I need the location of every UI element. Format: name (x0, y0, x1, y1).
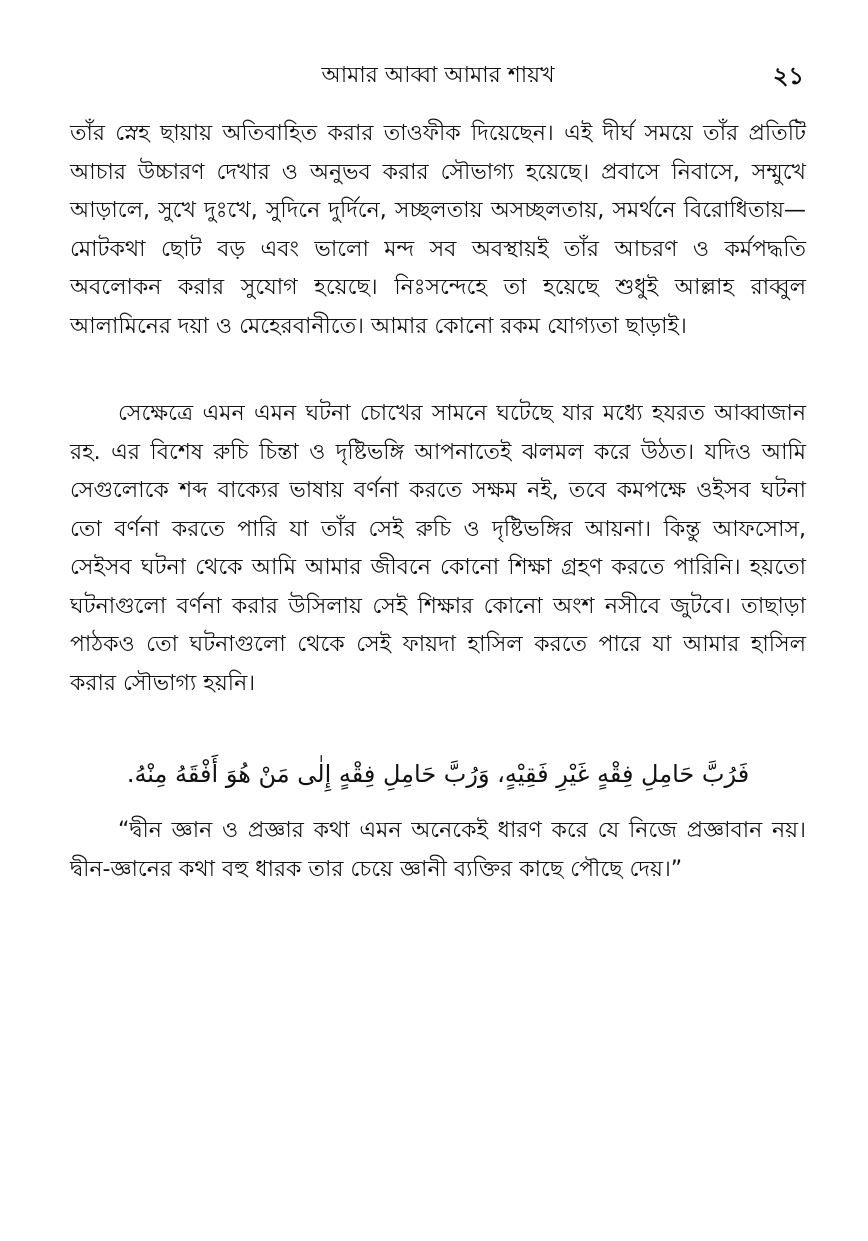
running-title: আমার আব্বা আমার শায়খ (321, 63, 555, 88)
quote-translation: “দ্বীন জ্ঞান ও প্রজ্ঞার কথা এমন অনেকেই ধারণ করে যে নিজে প্রজ্ঞাবান নয়। দ্বীন-জ্ঞানের কথা বহু ধারক তার চেয়ে জ্ঞানী ব্যক্তির কাছে পৌছে দেয়।” (70, 818, 806, 882)
running-header (72, 60, 804, 92)
arabic-quote: فَرُبَّ حَامِلِ فِقْهٍ غَيْرِ فَقِيْهٍ، وَرُبَّ حَامِلِ فِقْهٍ إِلٰى مَنْ هُوَ أَفْقَهُ مِنْهُ. (126, 760, 750, 788)
body-paragraph-1: তাঁর স্নেহ ছায়ায় অতিবাহিত করার তাওফীক দিয়েছেন। এই দীর্ঘ সময়ে তাঁর প্রতিটি আচার উচ্চারণ দেখার ও অনুভব করার সৌভাগ্য হয়েছে। প্রবাসে নিবাসে, সম্মুখে আড়ালে, সুখে দুঃখে, সুদিনে দুর্দিনে, সচ্ছলতায় অসচ্ছলতায়, সমর্থনে বিরোধিতায়—মোটকথা ছোট বড় এবং ভালো মন্দ সব অবস্থায়ই তাঁর আচরণ ও কর্মপদ্ধতি অবলোকন করার সুযোগ হয়েছে। নিঃসন্দেহে তা হয়েছে শুধুই আল্লাহ রাব্বুল আলামিনের দয়া ও মেহেরবানীতে। আমার কোনো রকম যোগ্যতা ছাড়াই। (70, 121, 806, 339)
body-paragraph-2: সেক্ষেত্রে এমন এমন ঘটনা চোখের সামনে ঘটেছে যার মধ্যে হযরত আব্বাজান রহ. এর বিশেষ রুচি চিন্তা ও দৃষ্টিভঙ্গি আপনাতেই ঝলমল করে উঠত। যদিও আমি সেগুলোকে শব্দ বাক্যের ভাষায় বর্ণনা করতে সক্ষম নই, তবে কমপক্ষে ওইসব ঘটনা তো বর্ণনা করতে পারি যা তাঁর সেই রুচি ও দৃষ্টিভঙ্গির আয়না। কিন্তু আফসোস, সেইসব ঘটনা থেকে আমি আমার জীবনে কোনো শিক্ষা গ্রহণ করতে পারিনি। হয়তো ঘটনাগুলো বর্ণনা করার উসিলায় সেই শিক্ষার কোনো অংশ নসীবে জুটবে। তাছাড়া পাঠকও তো ঘটনাগুলো থেকে সেই ফায়দা হাসিল করতে পারে যা আমার হাসিল করার সৌভাগ্য হয়নি। (70, 401, 806, 696)
page-number: ২১ (772, 62, 804, 90)
